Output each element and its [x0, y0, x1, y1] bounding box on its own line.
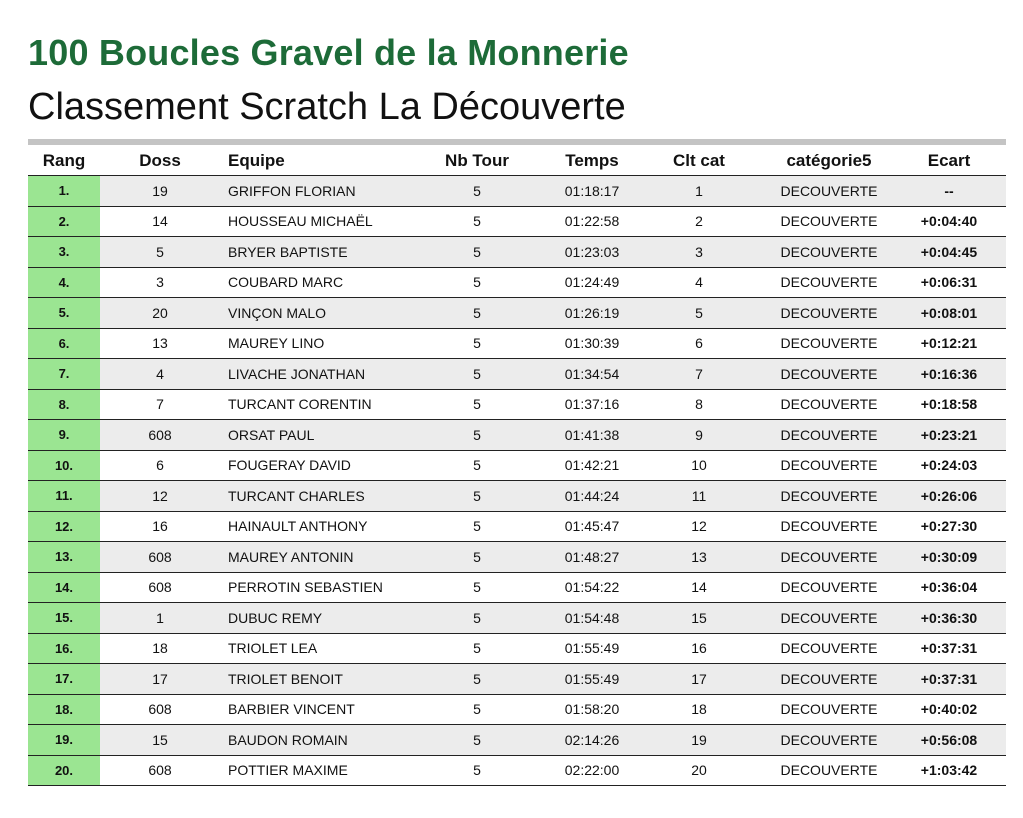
header-temps: Temps: [552, 146, 632, 176]
clt-cat-cell: 3: [632, 237, 766, 268]
table-row: [28, 176, 1006, 207]
rank-cell: 6.: [28, 328, 100, 359]
nb-tour-cell: 5: [402, 420, 552, 451]
rank-cell: 3.: [28, 237, 100, 268]
header-ecart: Ecart: [892, 146, 1006, 176]
table-header: [28, 146, 1006, 176]
table-row: [28, 237, 1006, 268]
temps-cell: 01:42:21: [552, 450, 632, 481]
ecart-cell: +0:08:01: [892, 298, 1006, 329]
temps-cell: 01:44:24: [552, 481, 632, 512]
categorie-cell: DECOUVERTE: [766, 694, 892, 725]
clt-cat-cell: 1: [632, 176, 766, 207]
header-doss: Doss: [100, 146, 220, 176]
clt-cat-cell: 4: [632, 267, 766, 298]
temps-cell: 01:23:03: [552, 237, 632, 268]
doss-cell: 18: [100, 633, 220, 664]
clt-cat-cell: 2: [632, 206, 766, 237]
doss-cell: 13: [100, 328, 220, 359]
equipe-cell: HAINAULT ANTHONY: [220, 511, 402, 542]
table-row: [28, 755, 1006, 786]
categorie-cell: DECOUVERTE: [766, 755, 892, 786]
ecart-cell: +0:26:06: [892, 481, 1006, 512]
equipe-cell: COUBARD MARC: [220, 267, 402, 298]
doss-cell: 17: [100, 664, 220, 695]
categorie-cell: DECOUVERTE: [766, 603, 892, 634]
rank-cell: 11.: [28, 481, 100, 512]
equipe-cell: BAUDON ROMAIN: [220, 725, 402, 756]
table-row: [28, 603, 1006, 634]
doss-cell: 608: [100, 755, 220, 786]
temps-cell: 01:30:39: [552, 328, 632, 359]
ecart-cell: +0:24:03: [892, 450, 1006, 481]
clt-cat-cell: 12: [632, 511, 766, 542]
header-categorie: catégorie5: [766, 146, 892, 176]
rank-cell: 12.: [28, 511, 100, 542]
nb-tour-cell: 5: [402, 725, 552, 756]
equipe-cell: POTTIER MAXIME: [220, 755, 402, 786]
doss-cell: 608: [100, 420, 220, 451]
nb-tour-cell: 5: [402, 694, 552, 725]
clt-cat-cell: 5: [632, 298, 766, 329]
header-clt-cat: Clt cat: [632, 146, 766, 176]
categorie-cell: DECOUVERTE: [766, 359, 892, 390]
temps-cell: 01:58:20: [552, 694, 632, 725]
categorie-cell: DECOUVERTE: [766, 725, 892, 756]
rank-cell: 20.: [28, 755, 100, 786]
temps-cell: 01:48:27: [552, 542, 632, 573]
clt-cat-cell: 19: [632, 725, 766, 756]
equipe-cell: TRIOLET LEA: [220, 633, 402, 664]
nb-tour-cell: 5: [402, 603, 552, 634]
temps-cell: 01:54:22: [552, 572, 632, 603]
equipe-cell: FOUGERAY DAVID: [220, 450, 402, 481]
categorie-cell: DECOUVERTE: [766, 237, 892, 268]
doss-cell: 12: [100, 481, 220, 512]
table-row: [28, 664, 1006, 695]
table-row: [28, 694, 1006, 725]
clt-cat-cell: 7: [632, 359, 766, 390]
clt-cat-cell: 14: [632, 572, 766, 603]
temps-cell: 01:55:49: [552, 664, 632, 695]
nb-tour-cell: 5: [402, 481, 552, 512]
rank-cell: 13.: [28, 542, 100, 573]
header-divider: [28, 139, 1006, 145]
categorie-cell: DECOUVERTE: [766, 511, 892, 542]
table-row: [28, 206, 1006, 237]
equipe-cell: LIVACHE JONATHAN: [220, 359, 402, 390]
ecart-cell: +0:27:30: [892, 511, 1006, 542]
doss-cell: 14: [100, 206, 220, 237]
rank-cell: 1.: [28, 176, 100, 207]
equipe-cell: GRIFFON FLORIAN: [220, 176, 402, 207]
ecart-cell: +0:04:45: [892, 237, 1006, 268]
nb-tour-cell: 5: [402, 359, 552, 390]
categorie-cell: DECOUVERTE: [766, 420, 892, 451]
nb-tour-cell: 5: [402, 298, 552, 329]
nb-tour-cell: 5: [402, 267, 552, 298]
clt-cat-cell: 10: [632, 450, 766, 481]
ecart-cell: +0:37:31: [892, 633, 1006, 664]
clt-cat-cell: 9: [632, 420, 766, 451]
table-row: [28, 359, 1006, 390]
doss-cell: 608: [100, 542, 220, 573]
table-row: [28, 267, 1006, 298]
categorie-cell: DECOUVERTE: [766, 450, 892, 481]
ecart-cell: +0:36:30: [892, 603, 1006, 634]
nb-tour-cell: 5: [402, 389, 552, 420]
header-equipe: Equipe: [220, 146, 402, 176]
clt-cat-cell: 16: [632, 633, 766, 664]
doss-cell: 19: [100, 176, 220, 207]
ecart-cell: +0:40:02: [892, 694, 1006, 725]
nb-tour-cell: 5: [402, 572, 552, 603]
header-rang: Rang: [28, 146, 100, 176]
table-row: [28, 572, 1006, 603]
ecart-cell: --: [892, 176, 1006, 207]
rank-cell: 7.: [28, 359, 100, 390]
table-row: [28, 298, 1006, 329]
equipe-cell: TRIOLET BENOIT: [220, 664, 402, 695]
rank-cell: 16.: [28, 633, 100, 664]
categorie-cell: DECOUVERTE: [766, 481, 892, 512]
table-body: [28, 176, 1006, 786]
equipe-cell: MAUREY LINO: [220, 328, 402, 359]
table-row: [28, 481, 1006, 512]
temps-cell: 02:22:00: [552, 755, 632, 786]
categorie-cell: DECOUVERTE: [766, 572, 892, 603]
ecart-cell: +0:37:31: [892, 664, 1006, 695]
results-table: [28, 146, 1006, 786]
doss-cell: 20: [100, 298, 220, 329]
equipe-cell: TURCANT CHARLES: [220, 481, 402, 512]
table-row: [28, 725, 1006, 756]
temps-cell: 01:22:58: [552, 206, 632, 237]
table-row: [28, 450, 1006, 481]
temps-cell: 01:54:48: [552, 603, 632, 634]
clt-cat-cell: 8: [632, 389, 766, 420]
categorie-cell: DECOUVERTE: [766, 206, 892, 237]
rank-cell: 8.: [28, 389, 100, 420]
header-nb-tour: Nb Tour: [402, 146, 552, 176]
nb-tour-cell: 5: [402, 206, 552, 237]
nb-tour-cell: 5: [402, 633, 552, 664]
temps-cell: 01:24:49: [552, 267, 632, 298]
doss-cell: 608: [100, 694, 220, 725]
equipe-cell: PERROTIN SEBASTIEN: [220, 572, 402, 603]
page-subtitle: Classement Scratch La Découverte: [28, 86, 626, 128]
doss-cell: 1: [100, 603, 220, 634]
clt-cat-cell: 18: [632, 694, 766, 725]
temps-cell: 01:26:19: [552, 298, 632, 329]
nb-tour-cell: 5: [402, 176, 552, 207]
doss-cell: 15: [100, 725, 220, 756]
clt-cat-cell: 11: [632, 481, 766, 512]
rank-cell: 19.: [28, 725, 100, 756]
rank-cell: 18.: [28, 694, 100, 725]
temps-cell: 01:34:54: [552, 359, 632, 390]
categorie-cell: DECOUVERTE: [766, 298, 892, 329]
doss-cell: 6: [100, 450, 220, 481]
categorie-cell: DECOUVERTE: [766, 389, 892, 420]
rank-cell: 9.: [28, 420, 100, 451]
temps-cell: 01:41:38: [552, 420, 632, 451]
rank-cell: 4.: [28, 267, 100, 298]
equipe-cell: HOUSSEAU MICHAËL: [220, 206, 402, 237]
temps-cell: 01:18:17: [552, 176, 632, 207]
ecart-cell: +0:36:04: [892, 572, 1006, 603]
nb-tour-cell: 5: [402, 328, 552, 359]
doss-cell: 608: [100, 572, 220, 603]
doss-cell: 4: [100, 359, 220, 390]
equipe-cell: BARBIER VINCENT: [220, 694, 402, 725]
ecart-cell: +0:16:36: [892, 359, 1006, 390]
nb-tour-cell: 5: [402, 755, 552, 786]
clt-cat-cell: 13: [632, 542, 766, 573]
header-row: [28, 146, 1006, 176]
table-row: [28, 389, 1006, 420]
ecart-cell: +0:30:09: [892, 542, 1006, 573]
categorie-cell: DECOUVERTE: [766, 267, 892, 298]
table-row: [28, 420, 1006, 451]
rank-cell: 14.: [28, 572, 100, 603]
table-row: [28, 511, 1006, 542]
equipe-cell: ORSAT PAUL: [220, 420, 402, 451]
nb-tour-cell: 5: [402, 664, 552, 695]
equipe-cell: TURCANT CORENTIN: [220, 389, 402, 420]
ecart-cell: +0:06:31: [892, 267, 1006, 298]
ecart-cell: +0:04:40: [892, 206, 1006, 237]
ecart-cell: +0:12:21: [892, 328, 1006, 359]
categorie-cell: DECOUVERTE: [766, 328, 892, 359]
categorie-cell: DECOUVERTE: [766, 176, 892, 207]
equipe-cell: MAUREY ANTONIN: [220, 542, 402, 573]
doss-cell: 5: [100, 237, 220, 268]
clt-cat-cell: 6: [632, 328, 766, 359]
equipe-cell: DUBUC REMY: [220, 603, 402, 634]
nb-tour-cell: 5: [402, 542, 552, 573]
temps-cell: 01:45:47: [552, 511, 632, 542]
ecart-cell: +0:18:58: [892, 389, 1006, 420]
nb-tour-cell: 5: [402, 511, 552, 542]
table-row: [28, 328, 1006, 359]
temps-cell: 01:37:16: [552, 389, 632, 420]
rank-cell: 10.: [28, 450, 100, 481]
doss-cell: 7: [100, 389, 220, 420]
clt-cat-cell: 15: [632, 603, 766, 634]
doss-cell: 3: [100, 267, 220, 298]
nb-tour-cell: 5: [402, 237, 552, 268]
nb-tour-cell: 5: [402, 450, 552, 481]
clt-cat-cell: 20: [632, 755, 766, 786]
table-row: [28, 633, 1006, 664]
clt-cat-cell: 17: [632, 664, 766, 695]
categorie-cell: DECOUVERTE: [766, 664, 892, 695]
equipe-cell: VINÇON MALO: [220, 298, 402, 329]
temps-cell: 02:14:26: [552, 725, 632, 756]
ecart-cell: +1:03:42: [892, 755, 1006, 786]
rank-cell: 15.: [28, 603, 100, 634]
rank-cell: 2.: [28, 206, 100, 237]
ecart-cell: +0:23:21: [892, 420, 1006, 451]
categorie-cell: DECOUVERTE: [766, 542, 892, 573]
rank-cell: 17.: [28, 664, 100, 695]
equipe-cell: BRYER BAPTISTE: [220, 237, 402, 268]
categorie-cell: DECOUVERTE: [766, 633, 892, 664]
doss-cell: 16: [100, 511, 220, 542]
temps-cell: 01:55:49: [552, 633, 632, 664]
rank-cell: 5.: [28, 298, 100, 329]
ecart-cell: +0:56:08: [892, 725, 1006, 756]
page-title: 100 Boucles Gravel de la Monnerie: [28, 32, 629, 73]
table-row: [28, 542, 1006, 573]
